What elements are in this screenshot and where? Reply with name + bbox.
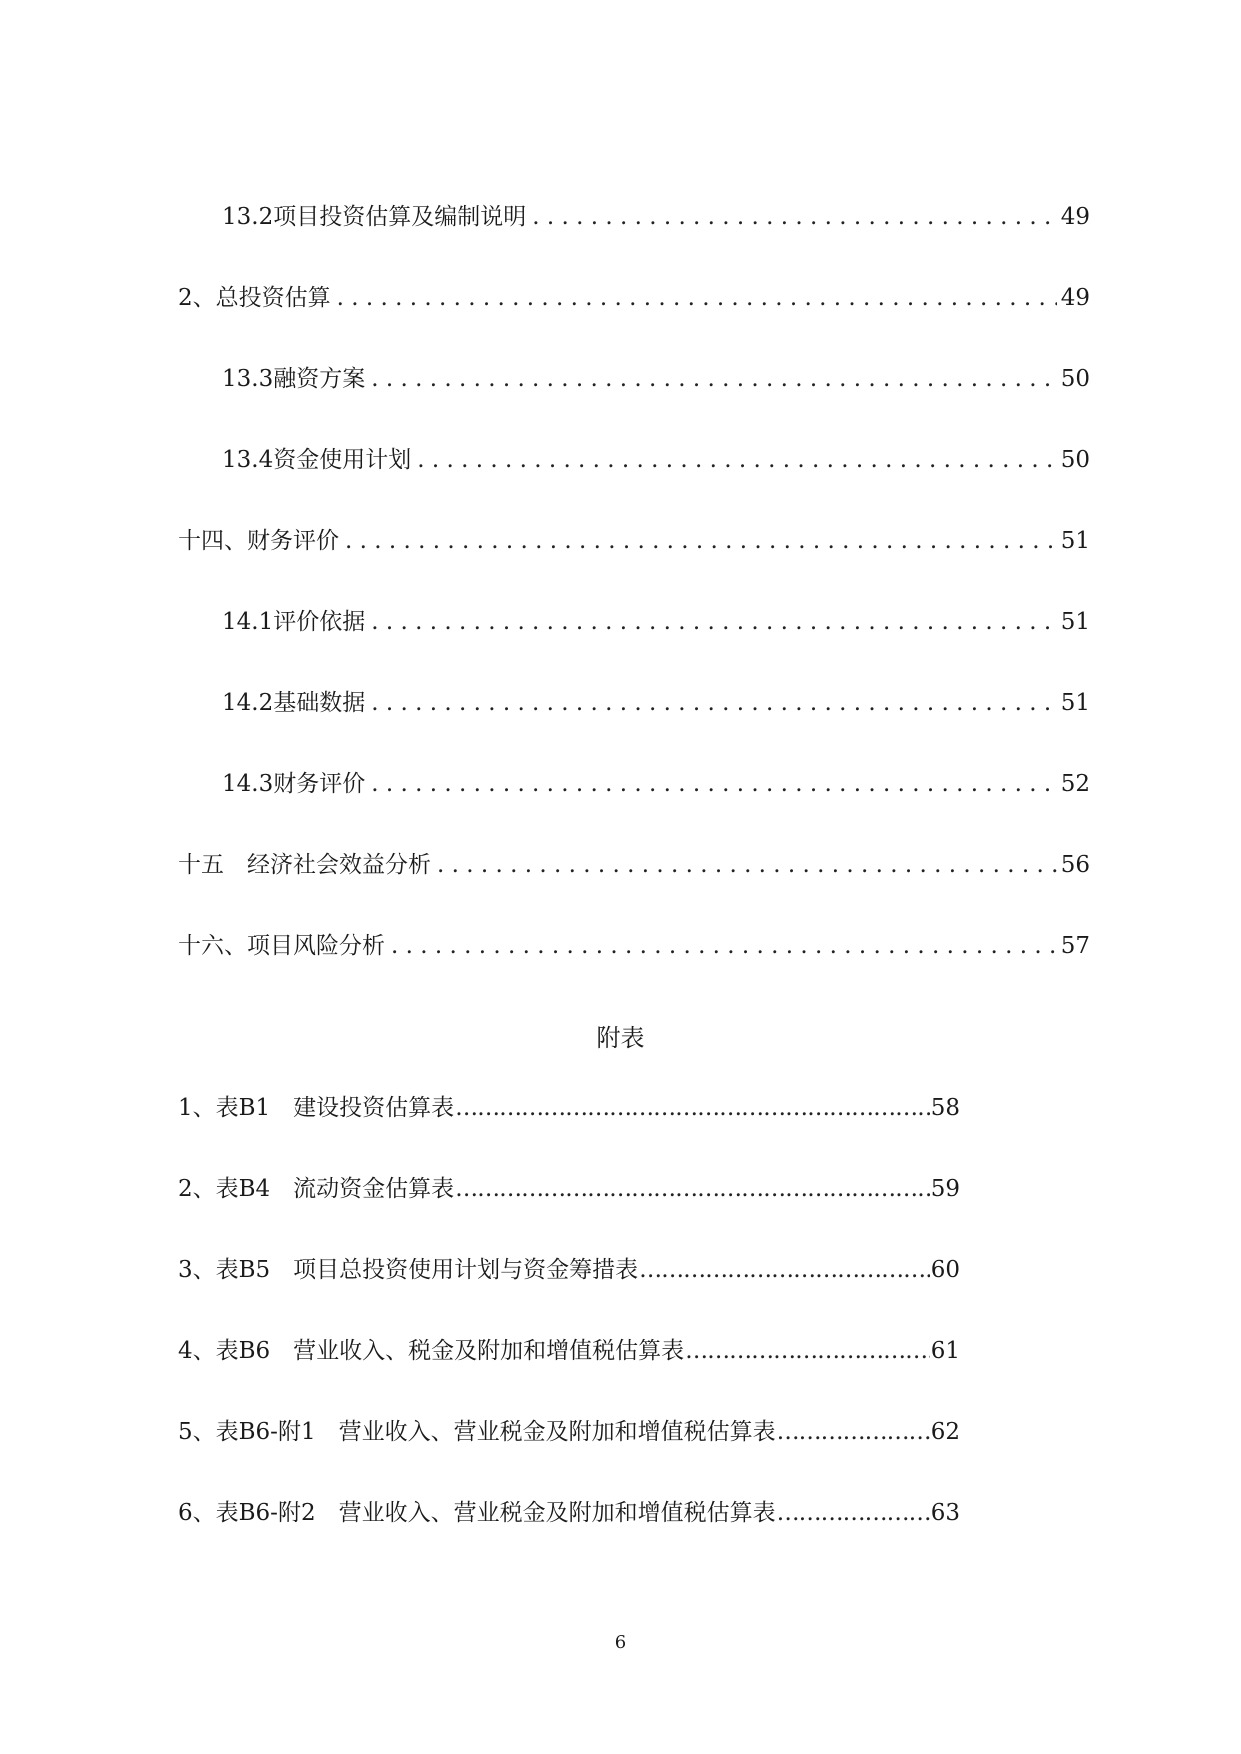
appendix-leader-dots <box>777 1417 930 1447</box>
appendix-page-number: 63 <box>930 1500 960 1526</box>
toc-entry[interactable] <box>178 850 1090 880</box>
toc-entry[interactable] <box>222 688 1090 718</box>
toc-entry[interactable] <box>178 526 1090 556</box>
toc-section-number: 14.1 <box>222 609 274 635</box>
toc-entry-title: 十四、财务评价 <box>178 528 339 554</box>
toc-leader-dots <box>417 445 1057 475</box>
appendix-leader-dots <box>685 1336 930 1366</box>
toc-page-number: 56 <box>1060 852 1090 878</box>
toc-section-number: 13.4 <box>222 447 274 473</box>
appendix-leader-dots <box>639 1255 930 1285</box>
appendix-page-number: 58 <box>930 1095 960 1121</box>
appendix-entry[interactable] <box>178 1174 960 1204</box>
appendix-entry-title: 6、表B6-附2 营业收入、营业税金及附加和增值税估算表 <box>178 1500 776 1526</box>
toc-page-number: 52 <box>1060 771 1090 797</box>
toc-entry-title: 十六、项目风险分析 <box>178 933 385 959</box>
toc-leader-dots <box>371 607 1057 637</box>
appendix-page-number: 62 <box>930 1419 960 1445</box>
toc-entry-title: 项目投资估算及编制说明 <box>273 204 527 230</box>
toc-page-number: 50 <box>1060 366 1090 392</box>
appendix-entry[interactable] <box>178 1093 960 1123</box>
appendix-leader-dots <box>777 1498 930 1528</box>
toc-page-number: 50 <box>1060 447 1090 473</box>
toc-leader-dots <box>391 931 1057 961</box>
toc-entry[interactable] <box>222 607 1090 637</box>
toc-entry-title: 财务评价 <box>273 771 366 797</box>
toc-leader-dots <box>371 364 1057 394</box>
toc-entry[interactable] <box>222 202 1090 232</box>
toc-page-number: 51 <box>1060 528 1090 554</box>
toc-section-number: 14.2 <box>222 690 274 716</box>
toc-entry[interactable] <box>222 364 1090 394</box>
toc-leader-dots <box>345 526 1057 556</box>
appendix-entry-title: 5、表B6-附1 营业收入、营业税金及附加和增值税估算表 <box>178 1419 776 1445</box>
toc-section-number: 13.2 <box>222 204 274 230</box>
toc-entry[interactable] <box>222 445 1090 475</box>
toc-page-number: 49 <box>1060 285 1090 311</box>
appendix-entry[interactable] <box>178 1417 960 1447</box>
appendix-entry[interactable] <box>178 1255 960 1285</box>
page-number: 6 <box>614 1632 627 1653</box>
appendix-entry[interactable] <box>178 1498 960 1528</box>
appendix-leader-dots <box>455 1174 930 1204</box>
toc-leader-dots <box>532 202 1057 232</box>
appendix-page-number: 61 <box>930 1338 960 1364</box>
toc-leader-dots <box>337 283 1057 313</box>
appendix-leader-dots <box>455 1093 930 1123</box>
toc-page-number: 57 <box>1060 933 1090 959</box>
appendix-entry-title: 3、表B5 项目总投资使用计划与资金筹措表 <box>178 1257 639 1283</box>
toc-entry[interactable] <box>222 769 1090 799</box>
toc-entry-title: 资金使用计划 <box>273 447 412 473</box>
toc-entry[interactable] <box>178 283 1090 313</box>
appendix-page-number: 59 <box>930 1176 960 1202</box>
toc-leader-dots <box>371 688 1057 718</box>
toc-leader-dots <box>437 850 1057 880</box>
appendix-entry-title: 4、表B6 营业收入、税金及附加和增值税估算表 <box>178 1338 685 1364</box>
toc-entry-title: 评价依据 <box>273 609 366 635</box>
toc-section-number: 14.3 <box>222 771 274 797</box>
appendix-entry-title: 1、表B1 建设投资估算表 <box>178 1095 455 1121</box>
toc-entry-title: 融资方案 <box>273 366 366 392</box>
toc-entry-title: 2、总投资估算 <box>178 285 331 311</box>
appendix-page-number: 60 <box>930 1257 960 1283</box>
toc-entry-title: 十五 经济社会效益分析 <box>178 852 431 878</box>
appendix-entry[interactable] <box>178 1336 960 1366</box>
toc-page-number: 49 <box>1060 204 1090 230</box>
toc-leader-dots <box>371 769 1057 799</box>
toc-page-number: 51 <box>1060 609 1090 635</box>
appendix-entry-title: 2、表B4 流动资金估算表 <box>178 1176 455 1202</box>
toc-page-number: 51 <box>1060 690 1090 716</box>
toc-entry[interactable] <box>178 931 1090 961</box>
toc-section-number: 13.3 <box>222 366 274 392</box>
toc-entry-title: 基础数据 <box>273 690 366 716</box>
appendix-heading: 附表 <box>596 1024 645 1052</box>
